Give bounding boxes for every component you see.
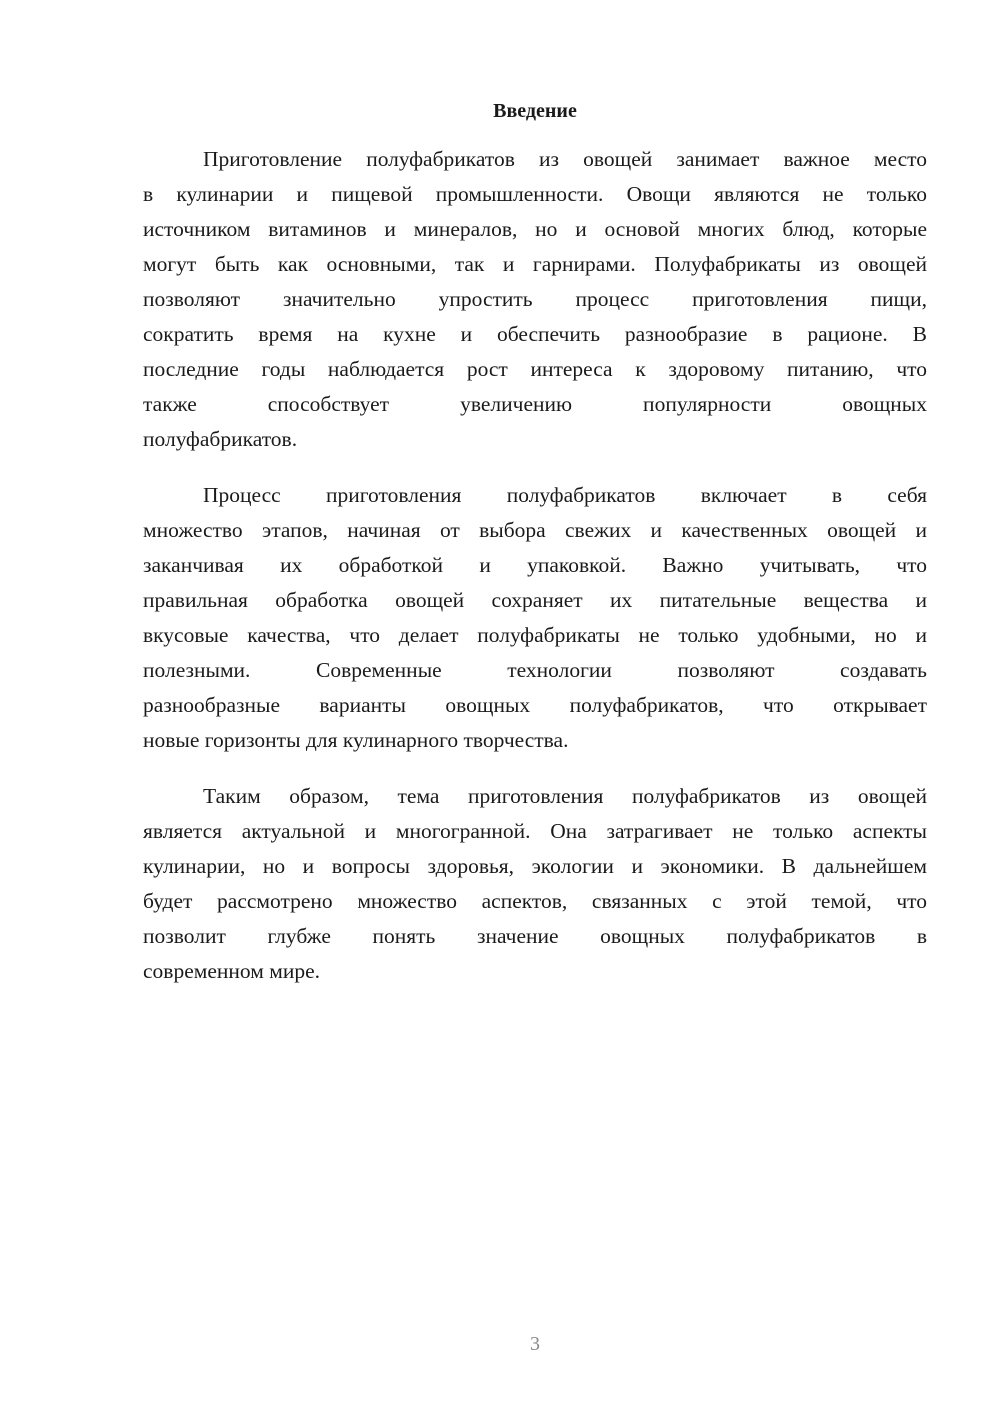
text-line: правильная обработка овощей сохраняет их питательные вещества и bbox=[143, 588, 927, 612]
text-line: разнообразные варианты овощных полуфабрикатов, что открывает bbox=[143, 693, 927, 717]
text-line: Процесс приготовления полуфабрикатов включает в себя bbox=[203, 483, 927, 507]
text-line: полезными. Современные технологии позволяют создавать bbox=[143, 658, 927, 682]
text-line: полуфабрикатов. bbox=[143, 427, 298, 451]
text-line: новые горизонты для кулинарного творчества. bbox=[143, 728, 569, 752]
text-line: позволяют значительно упростить процесс приготовления пищи, bbox=[143, 287, 927, 311]
section-title: Введение bbox=[493, 100, 577, 122]
text-line: также способствует увеличению популярности овощных bbox=[143, 392, 927, 416]
text-line: вкусовые качества, что делает полуфабрикаты не только удобными, но и bbox=[143, 623, 927, 647]
text-line: кулинарии, но и вопросы здоровья, экологии и экономики. В дальнейшем bbox=[143, 854, 927, 878]
page-number: 3 bbox=[530, 1333, 540, 1355]
text-line: сократить время на кухне и обеспечить разнообразие в рационе. В bbox=[143, 322, 927, 346]
text-line: источником витаминов и минералов, но и основой многих блюд, которые bbox=[143, 217, 927, 241]
text-line: могут быть как основными, так и гарнирами. Полуфабрикаты из овощей bbox=[143, 252, 927, 276]
text-line: в кулинарии и пищевой промышленности. Овощи являются не только bbox=[143, 182, 927, 206]
text-line: заканчивая их обработкой и упаковкой. Важно учитывать, что bbox=[143, 553, 927, 577]
paragraph bbox=[143, 779, 927, 989]
text-line: позволит глубже понять значение овощных полуфабрикатов в bbox=[143, 924, 927, 948]
paragraph bbox=[143, 142, 927, 457]
document-body bbox=[143, 142, 927, 1010]
paragraph bbox=[143, 478, 927, 758]
text-line: последние годы наблюдается рост интереса к здоровому питанию, что bbox=[143, 357, 927, 381]
text-line: является актуальной и многогранной. Она затрагивает не только аспекты bbox=[143, 819, 927, 843]
text-line: Таким образом, тема приготовления полуфабрикатов из овощей bbox=[203, 784, 927, 808]
text-line: современном мире. bbox=[143, 959, 320, 983]
text-line: множество этапов, начиная от выбора свежих и качественных овощей и bbox=[143, 518, 927, 542]
text-line: Приготовление полуфабрикатов из овощей занимает важное место bbox=[203, 147, 927, 171]
text-line: будет рассмотрено множество аспектов, связанных с этой темой, что bbox=[143, 889, 927, 913]
